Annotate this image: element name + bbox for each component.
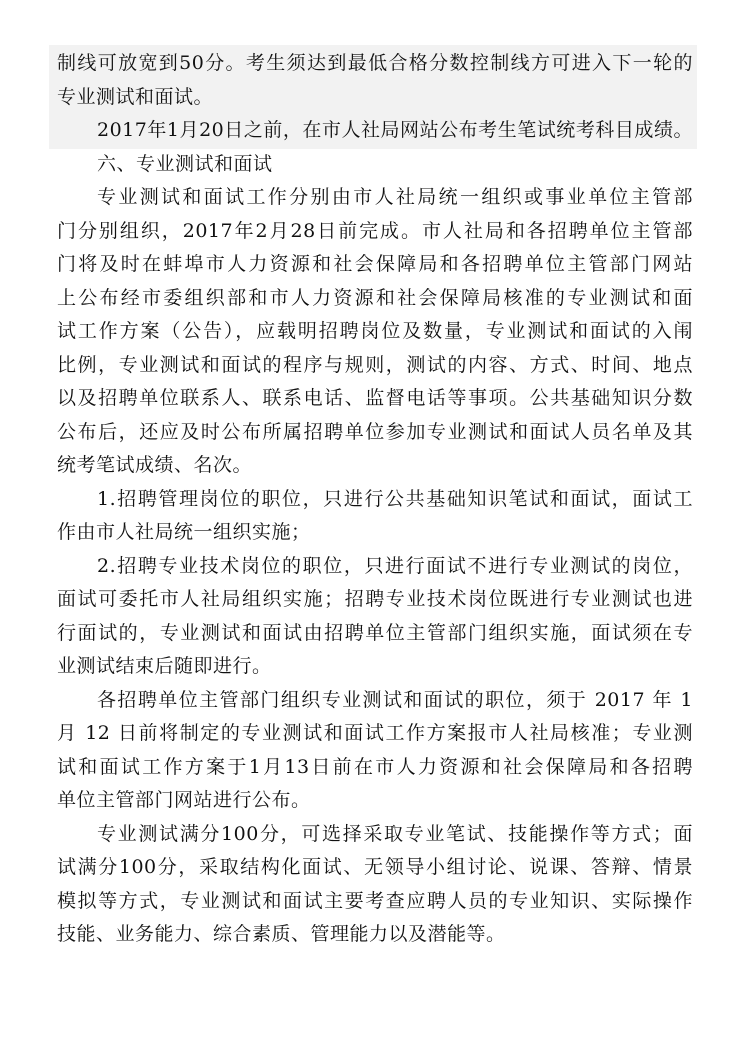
text-line: 试工作方案（公告），应载明招聘岗位及数量，专业测试和面试的入闱 (57, 320, 693, 342)
text-line: 专业测试和面试。 (57, 85, 214, 108)
text-line: 1.招聘管理岗位的职位，只进行公共基础知识笔试和面试，面试工 (97, 487, 693, 510)
text-line: 上公布经市委组织部和市人力资源和社会保障局核准的专业测试和面 (57, 286, 693, 309)
text-line: 面试可委托市人社局组织实施；招聘专业技术岗位既进行专业测试也进 (57, 588, 693, 610)
text-line: 单位主管部门网站进行公布。 (57, 789, 311, 811)
text-line: 2.招聘专业技术岗位的职位，只进行面试不进行专业测试的岗位， (97, 554, 693, 577)
text-line: 试满分100分，采取结构化面试、无领导小组讨论、说课、答辩、情景 (57, 856, 693, 878)
text-line: 作由市人社局统一组织实施； (57, 521, 311, 543)
text-line: 比例，专业测试和面试的程序与规则，测试的内容、方式、时间、地点 (57, 353, 693, 376)
text-line: 月 12 日前将制定的专业测试和面试工作方案报市人社局核准；专业测 (57, 722, 693, 744)
text-line: 试和面试工作方案于1月13日前在市人力资源和社会保障局和各招聘 (57, 755, 693, 778)
text-line: 技能、业务能力、综合素质、管理能力以及潜能等。 (57, 923, 506, 945)
text-line: 专业测试和面试工作分别由市人社局统一组织或事业单位主管部 (97, 186, 693, 208)
text-line: 统考笔试成绩、名次。 (57, 454, 253, 476)
text-line: 专业测试满分100分，可选择采取专业笔试、技能操作等方式；面 (97, 822, 693, 845)
text-line: 以及招聘单位联系人、联系电话、监督电话等事项。公共基础知识分数 (57, 387, 693, 409)
text-line: 行面试的，专业测试和面试由招聘单位主管部门组织实施，面试须在专 (57, 621, 693, 644)
text-line: 公布后，还应及时公布所属招聘单位参加专业测试和面试人员名单及其 (57, 420, 693, 443)
text-line: 模拟等方式，专业测试和面试主要考查应聘人员的专业知识、实际操作 (57, 889, 693, 912)
text-line: 门分别组织，2017年2月28日前完成。市人社局和各招聘单位主管部 (57, 219, 693, 242)
text-line: 六、专业测试和面试 (97, 152, 273, 175)
text-line: 各招聘单位主管部门组织专业测试和面试的职位，须于 2017 年 1 (97, 688, 693, 711)
document-body (57, 47, 693, 952)
text-line: 制线可放宽到50分。考生须达到最低合格分数控制线方可进入下一轮的 (57, 52, 693, 74)
text-line: 2017年1月20日之前，在市人社局网站公布考生笔试统考科目成绩。 (97, 119, 693, 141)
text-line: 门将及时在蚌埠市人力资源和社会保障局和各招聘单位主管部门网站 (57, 253, 693, 275)
text-line: 业测试结束后随即进行。 (57, 655, 272, 677)
